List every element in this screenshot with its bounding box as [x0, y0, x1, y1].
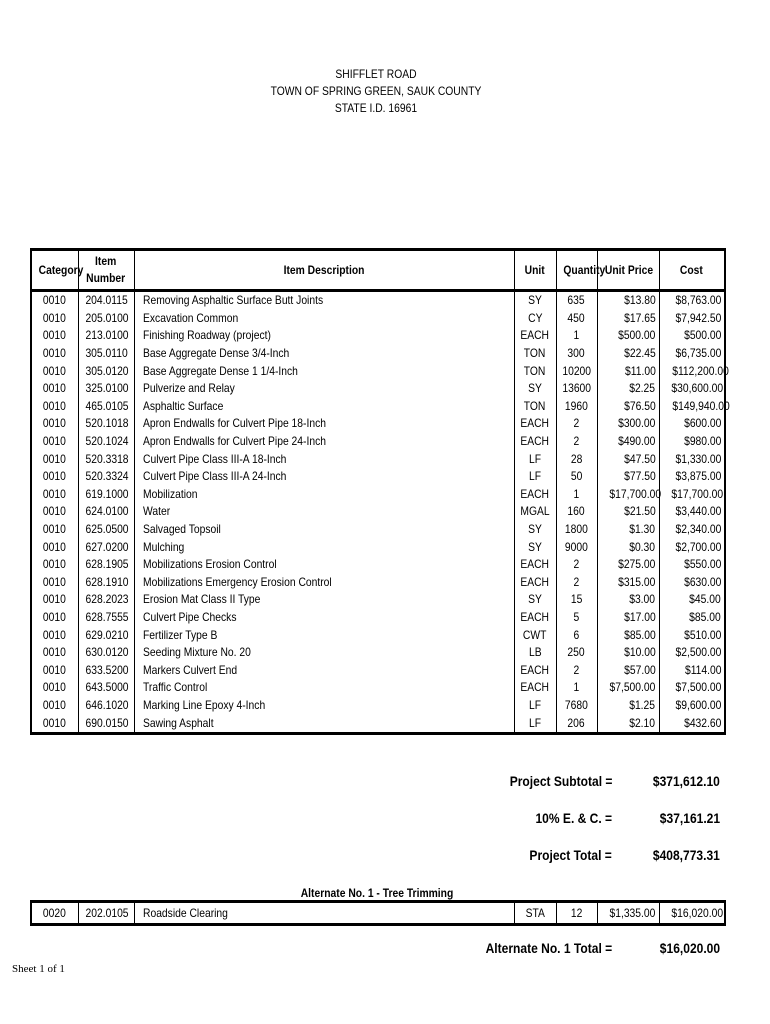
cell-item-number: 213.0100 — [78, 327, 134, 345]
alt-total-value: $16,020.00 — [659, 940, 720, 956]
cell-item-number: 633.5200 — [78, 661, 134, 679]
table-row — [31, 538, 725, 556]
cell-description: Base Aggregate Dense 1 1/4-Inch — [134, 362, 514, 380]
cell-category: 0010 — [31, 486, 78, 504]
cell-quantity: 2 — [556, 415, 597, 433]
cell-unit-price: $500.00 — [597, 327, 659, 345]
cell-unit-price: $3.00 — [597, 591, 659, 609]
cell-cost: $600.00 — [659, 415, 725, 433]
cell-cost: $2,700.00 — [659, 538, 725, 556]
table-row — [31, 609, 725, 627]
cell-quantity: 50 — [556, 468, 597, 486]
cell-unit: LF — [514, 450, 556, 468]
cell-unit: TON — [514, 345, 556, 363]
cell-unit-price: $85.00 — [597, 626, 659, 644]
cell-quantity: 250 — [556, 644, 597, 662]
cell-quantity: 1960 — [556, 398, 597, 416]
page-header — [53, 66, 700, 117]
cell-unit-price: $7,500.00 — [597, 679, 659, 697]
cell-cost: $8,763.00 — [659, 291, 725, 310]
cell-cost: $114.00 — [659, 661, 725, 679]
cell-item-number: 629.0210 — [78, 626, 134, 644]
cell-cost: $6,735.00 — [659, 345, 725, 363]
cell-cost: $630.00 — [659, 574, 725, 592]
cell-quantity: 2 — [556, 556, 597, 574]
cell-unit-price: $0.30 — [597, 538, 659, 556]
cell-unit: LF — [514, 468, 556, 486]
cell-category: 0010 — [31, 450, 78, 468]
cell-item-number: 628.1910 — [78, 574, 134, 592]
cell-unit: SY — [514, 291, 556, 310]
cell-item-number: 305.0120 — [78, 362, 134, 380]
cell-unit: EACH — [514, 661, 556, 679]
cell-unit: LF — [514, 714, 556, 733]
cell-cost: $2,500.00 — [659, 644, 725, 662]
cell-description: Mulching — [134, 538, 514, 556]
cell-category: 0010 — [31, 521, 78, 539]
cell-description: Salvaged Topsoil — [134, 521, 514, 539]
cell-unit: EACH — [514, 679, 556, 697]
cell-unit: EACH — [514, 433, 556, 451]
ec-label: 10% E. & C. = — [535, 810, 612, 826]
cell-item-number: 624.0100 — [78, 503, 134, 521]
cell-quantity: 160 — [556, 503, 597, 521]
cell-category: 0010 — [31, 626, 78, 644]
table-header-row — [31, 250, 725, 291]
table-row — [31, 697, 725, 715]
cell-category: 0010 — [31, 574, 78, 592]
cell-cost: $980.00 — [659, 433, 725, 451]
cell-item-number: 520.1018 — [78, 415, 134, 433]
cell-cost: $2,340.00 — [659, 521, 725, 539]
cell-category: 0010 — [31, 362, 78, 380]
cell-cost: $9,600.00 — [659, 697, 725, 715]
table-row — [31, 574, 725, 592]
cell-unit: EACH — [514, 327, 556, 345]
col-header-quantity: Quantity — [556, 250, 597, 291]
cell-description: Mobilizations Erosion Control — [134, 556, 514, 574]
cell-category: 0010 — [31, 433, 78, 451]
cell-item-number: 205.0100 — [78, 310, 134, 328]
cell-quantity: 1 — [556, 486, 597, 504]
cell-quantity: 2 — [556, 661, 597, 679]
cell-unit-price: $13.80 — [597, 291, 659, 310]
cell-quantity: 15 — [556, 591, 597, 609]
cell-unit-price: $57.00 — [597, 661, 659, 679]
cell-quantity: 28 — [556, 450, 597, 468]
cell-quantity: 2 — [556, 433, 597, 451]
cell-item-number: 627.0200 — [78, 538, 134, 556]
cell-cost: $7,500.00 — [659, 679, 725, 697]
cell-item-number: 520.1024 — [78, 433, 134, 451]
table-row — [31, 503, 725, 521]
table-row — [31, 679, 725, 697]
cell-cost: $550.00 — [659, 556, 725, 574]
project-title: SHIFFLET ROAD — [335, 67, 417, 81]
cell-quantity: 5 — [556, 609, 597, 627]
table-row — [31, 415, 725, 433]
cell-quantity: 635 — [556, 291, 597, 310]
cell-quantity: 1 — [556, 327, 597, 345]
cell-unit: SY — [514, 521, 556, 539]
cell-cost: $510.00 — [659, 626, 725, 644]
alternate-title: Alternate No. 1 - Tree Trimming — [300, 886, 454, 900]
cell-category: 0010 — [31, 661, 78, 679]
cell-unit: TON — [514, 398, 556, 416]
cell-quantity: 6 — [556, 626, 597, 644]
ec-value: $37,161.21 — [659, 810, 720, 826]
cell-category: 0010 — [31, 380, 78, 398]
cell-unit: MGAL — [514, 503, 556, 521]
cell-description: Marking Line Epoxy 4-Inch — [134, 697, 514, 715]
col-header-cost: Cost — [659, 250, 725, 291]
cell-unit: SY — [514, 591, 556, 609]
cell-description: Apron Endwalls for Culvert Pipe 18-Inch — [134, 415, 514, 433]
cell-unit-price: $76.50 — [597, 398, 659, 416]
cell-description: Mobilizations Emergency Erosion Control — [134, 574, 514, 592]
cell-item-number: 204.0115 — [78, 291, 134, 310]
cell-unit: LF — [514, 697, 556, 715]
table-row — [31, 902, 725, 925]
cell-description: Excavation Common — [134, 310, 514, 328]
cell-quantity: 2 — [556, 574, 597, 592]
cell-category: 0010 — [31, 697, 78, 715]
cell-unit-price: $47.50 — [597, 450, 659, 468]
cell-category: 0010 — [31, 291, 78, 310]
cell-cost: $7,942.50 — [659, 310, 725, 328]
cell-description: Markers Culvert End — [134, 661, 514, 679]
state-id: STATE I.D. 16961 — [334, 101, 418, 115]
cell-unit-price: $21.50 — [597, 503, 659, 521]
cell-cost: $85.00 — [659, 609, 725, 627]
cell-unit-price: $17.65 — [597, 310, 659, 328]
table-row — [31, 310, 725, 328]
cell-unit: LB — [514, 644, 556, 662]
alt-category: 0020 — [31, 902, 78, 925]
table-row — [31, 591, 725, 609]
cell-cost: $149,940.00 — [659, 398, 725, 416]
cell-description: Base Aggregate Dense 3/4-Inch — [134, 345, 514, 363]
cell-quantity: 1800 — [556, 521, 597, 539]
cell-description: Culvert Pipe Class III-A 18-Inch — [134, 450, 514, 468]
cell-category: 0010 — [31, 591, 78, 609]
cell-item-number: 520.3318 — [78, 450, 134, 468]
table-row — [31, 362, 725, 380]
table-row — [31, 714, 725, 733]
cell-description: Mobilization — [134, 486, 514, 504]
cell-unit-price: $22.45 — [597, 345, 659, 363]
alt-unit-price: $1,335.00 — [597, 902, 659, 925]
table-row — [31, 644, 725, 662]
cell-item-number: 465.0105 — [78, 398, 134, 416]
cell-cost: $30,600.00 — [659, 380, 725, 398]
sheet-label: Sheet 1 of 1 — [12, 963, 65, 975]
cell-category: 0010 — [31, 538, 78, 556]
table-row — [31, 380, 725, 398]
cell-unit: SY — [514, 380, 556, 398]
cell-category: 0010 — [31, 468, 78, 486]
table-row — [31, 433, 725, 451]
cell-quantity: 7680 — [556, 697, 597, 715]
cell-unit: CY — [514, 310, 556, 328]
table-row — [31, 486, 725, 504]
table-row — [31, 661, 725, 679]
cell-unit: SY — [514, 538, 556, 556]
cell-item-number: 305.0110 — [78, 345, 134, 363]
cell-quantity: 9000 — [556, 538, 597, 556]
col-header-category: Category — [31, 250, 78, 291]
cell-item-number: 628.1905 — [78, 556, 134, 574]
cell-category: 0010 — [31, 644, 78, 662]
cell-unit: EACH — [514, 609, 556, 627]
table-row — [31, 398, 725, 416]
table-row — [31, 291, 725, 310]
cell-item-number: 625.0500 — [78, 521, 134, 539]
alt-item-number: 202.0105 — [78, 902, 134, 925]
cell-category: 0010 — [31, 679, 78, 697]
cell-cost: $500.00 — [659, 327, 725, 345]
cell-unit-price: $1.25 — [597, 697, 659, 715]
cell-unit: EACH — [514, 574, 556, 592]
cell-unit: TON — [514, 362, 556, 380]
cell-cost: $432.60 — [659, 714, 725, 733]
cell-unit-price: $490.00 — [597, 433, 659, 451]
cell-category: 0010 — [31, 415, 78, 433]
table-row — [31, 345, 725, 363]
cell-cost: $112,200.00 — [659, 362, 725, 380]
cell-unit: EACH — [514, 415, 556, 433]
cell-quantity: 300 — [556, 345, 597, 363]
cell-quantity: 450 — [556, 310, 597, 328]
cell-quantity: 13600 — [556, 380, 597, 398]
cell-description: Finishing Roadway (project) — [134, 327, 514, 345]
cell-unit-price: $17.00 — [597, 609, 659, 627]
cell-category: 0010 — [31, 327, 78, 345]
cell-category: 0010 — [31, 310, 78, 328]
alt-unit: STA — [514, 902, 556, 925]
cell-item-number: 628.2023 — [78, 591, 134, 609]
table-row — [31, 450, 725, 468]
cell-description: Seeding Mixture No. 20 — [134, 644, 514, 662]
cell-item-number: 643.5000 — [78, 679, 134, 697]
table-row — [31, 327, 725, 345]
cell-item-number: 520.3324 — [78, 468, 134, 486]
cell-description: Sawing Asphalt — [134, 714, 514, 733]
cell-unit-price: $11.00 — [597, 362, 659, 380]
table-row — [31, 556, 725, 574]
cell-unit: EACH — [514, 486, 556, 504]
cell-item-number: 619.1000 — [78, 486, 134, 504]
cell-quantity: 206 — [556, 714, 597, 733]
subtotal-value: $371,612.10 — [653, 773, 720, 789]
cell-category: 0010 — [31, 398, 78, 416]
cell-category: 0010 — [31, 609, 78, 627]
cell-unit-price: $77.50 — [597, 468, 659, 486]
total-value: $408,773.31 — [653, 847, 720, 863]
cell-description: Fertilizer Type B — [134, 626, 514, 644]
cell-description: Traffic Control — [134, 679, 514, 697]
cell-unit-price: $315.00 — [597, 574, 659, 592]
table-row — [31, 468, 725, 486]
project-location: TOWN OF SPRING GREEN, SAUK COUNTY — [270, 84, 482, 98]
cell-category: 0010 — [31, 714, 78, 733]
alternate-table — [30, 900, 726, 926]
cell-category: 0010 — [31, 556, 78, 574]
cell-unit-price: $275.00 — [597, 556, 659, 574]
cell-item-number: 630.0120 — [78, 644, 134, 662]
col-header-item-number: Item Number — [78, 250, 134, 291]
subtotal-label: Project Subtotal = — [509, 773, 612, 789]
cell-cost: $45.00 — [659, 591, 725, 609]
cell-description: Removing Asphaltic Surface Butt Joints — [134, 291, 514, 310]
cell-unit: EACH — [514, 556, 556, 574]
cell-unit-price: $300.00 — [597, 415, 659, 433]
cell-unit-price: $2.25 — [597, 380, 659, 398]
table-row — [31, 626, 725, 644]
col-header-unit-price: Unit Price — [597, 250, 659, 291]
cell-category: 0010 — [31, 503, 78, 521]
cell-description: Pulverize and Relay — [134, 380, 514, 398]
total-label: Project Total = — [529, 847, 612, 863]
cell-unit-price: $17,700.00 — [597, 486, 659, 504]
cell-cost: $3,875.00 — [659, 468, 725, 486]
cell-item-number: 690.0150 — [78, 714, 134, 733]
cell-cost: $17,700.00 — [659, 486, 725, 504]
cell-category: 0010 — [31, 345, 78, 363]
cell-item-number: 325.0100 — [78, 380, 134, 398]
alt-total-label: Alternate No. 1 Total = — [485, 940, 612, 956]
cell-unit-price: $2.10 — [597, 714, 659, 733]
cell-item-number: 628.7555 — [78, 609, 134, 627]
cell-description: Asphaltic Surface — [134, 398, 514, 416]
cell-description: Erosion Mat Class II Type — [134, 591, 514, 609]
cell-cost: $3,440.00 — [659, 503, 725, 521]
cell-description: Culvert Pipe Checks — [134, 609, 514, 627]
cell-unit: CWT — [514, 626, 556, 644]
alt-cost: $16,020.00 — [659, 902, 725, 925]
cell-unit-price: $1.30 — [597, 521, 659, 539]
table-row — [31, 521, 725, 539]
bid-items-table — [30, 248, 730, 735]
alt-quantity: 12 — [556, 902, 597, 925]
col-header-description: Item Description — [134, 250, 514, 291]
cell-unit-price: $10.00 — [597, 644, 659, 662]
cell-item-number: 646.1020 — [78, 697, 134, 715]
col-header-unit: Unit — [514, 250, 556, 291]
cell-quantity: 10200 — [556, 362, 597, 380]
cell-description: Culvert Pipe Class III-A 24-Inch — [134, 468, 514, 486]
alt-description: Roadside Clearing — [134, 902, 514, 925]
cell-description: Apron Endwalls for Culvert Pipe 24-Inch — [134, 433, 514, 451]
cell-cost: $1,330.00 — [659, 450, 725, 468]
cell-description: Water — [134, 503, 514, 521]
cell-quantity: 1 — [556, 679, 597, 697]
